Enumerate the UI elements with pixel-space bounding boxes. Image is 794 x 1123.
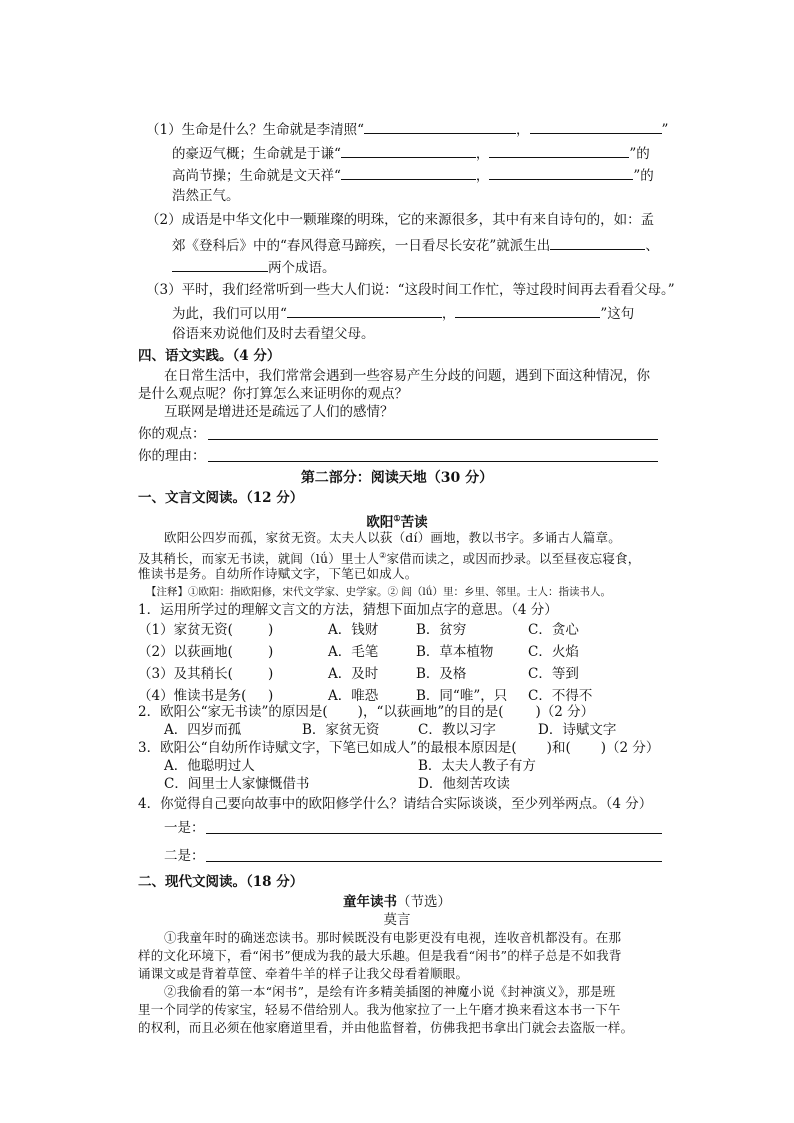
- q3-item2-line2-text: 郊《登科后》中的“春风得意马蹄疾，一日看尽长安花”就派生出: [172, 238, 551, 254]
- classical-heading: 一、文言文阅读。（12 分）: [138, 490, 304, 506]
- cq3-option-b[interactable]: B．太夫人教子有方: [418, 758, 536, 774]
- section4-title: 四、语文实践。（4 分）: [138, 348, 281, 364]
- cq4-answer-line-two[interactable]: [206, 861, 662, 862]
- answer-blank[interactable]: [489, 164, 633, 180]
- section4-intro-line1: 在日常生活中，我们常常会遇到一些容易产生分歧的问题，遇到下面这种情况，你: [164, 368, 650, 384]
- modern-author: 莫言: [383, 912, 411, 928]
- view-label: 你的观点：: [138, 426, 206, 442]
- modern-p2-line2: 里一个同学的传家宝，轻易不借给别人。我为他家拉了一上午磨才换来看这本书一下午: [138, 1002, 621, 1017]
- cq2-option-d[interactable]: D．诗赋文字: [538, 722, 617, 738]
- answer-blank[interactable]: [172, 256, 268, 272]
- cq3-stem-c: )（2 分）: [600, 740, 660, 756]
- answer-blank[interactable]: [364, 118, 516, 134]
- cq4-label-one: 一是：: [164, 820, 205, 836]
- answer-blank[interactable]: [287, 302, 442, 318]
- q3-item1-line3-text-a: 高尚节操；生命就是文天祥“: [172, 168, 341, 184]
- cq2-option-c[interactable]: C．教以习字: [418, 722, 496, 738]
- cq1-row-stem: （3）及其稍长(: [138, 666, 233, 682]
- cq2-stem-b: )，“以荻画地”的目的是(: [357, 704, 504, 720]
- q3-item3-line1: （3）平时，我们经常听到一些大人们说：“这段时间工作忙，等过段时间再去看看父母。”: [146, 282, 675, 298]
- q3-item3-line3: 俗语来劝说他们及时去看望父母。: [172, 326, 375, 342]
- q3-item1-line2: [172, 142, 650, 164]
- modern-p2-line3: 的权利，而且必须在他家磨道里看，并由他监督着，仿佛我把书拿出门就会去盗版一样。: [138, 1020, 634, 1035]
- classical-note: 【注释】①欧阳：指欧阳修，宋代文学家、史学家。② 闾（lǘ）里：乡里、邻里。士人：指读书人。: [146, 586, 611, 598]
- q3-item1-text-c: ”: [661, 122, 669, 138]
- classical-para-line2-a: 及其稍长，而家无书读，就闾（lǘ）里士人: [138, 551, 380, 567]
- cq1-row-option-c[interactable]: C．火焰: [528, 644, 579, 660]
- answer-blank[interactable]: [550, 234, 645, 250]
- q3-item3-line2-text-b: ，: [441, 306, 456, 322]
- cq1-row-option-a[interactable]: A．唯恐: [328, 688, 379, 704]
- q3-item1-text-a: （1）生命是什么？生命就是李清照“: [146, 122, 364, 138]
- modern-p1-line3: 诵课文或是背着草筐、牵着牛羊的样子让我父母看着顺眼。: [138, 966, 469, 981]
- reason-label: 你的理由：: [138, 448, 206, 464]
- q3-item2-line2: [172, 234, 659, 256]
- cq1-stem: 1．运用所学过的理解文言文的方法，猜想下面加点字的意思。（4 分）: [138, 602, 558, 618]
- classical-para-line2-sup: ②: [379, 551, 387, 560]
- modern-title-text: 童年读书: [343, 894, 397, 910]
- q3-item1-line2-text-a: 的豪迈气概；生命就是于谦“: [172, 146, 341, 162]
- cq1-row-option-a[interactable]: A．毛笔: [328, 644, 379, 660]
- part2-title: 第二部分：阅读天地（30 分）: [300, 470, 494, 486]
- cq1-row-paren-close: ): [268, 644, 274, 660]
- cq3-option-d[interactable]: D．他刻苦攻读: [418, 776, 510, 792]
- section4-intro-line2: 是什么观点呢？你打算怎么来证明你的观点？: [138, 386, 408, 402]
- q3-item3-line2: [172, 302, 634, 324]
- section4-topic: 互联网是增进还是疏远了人们的感情？: [164, 404, 394, 420]
- q3-item2-line3-text: 两个成语。: [268, 260, 336, 276]
- answer-blank[interactable]: [489, 142, 629, 158]
- classical-title-sup: ①: [393, 513, 401, 523]
- q3-item1-line2-text-c: ”的: [629, 146, 650, 162]
- cq3-stem-b: )和(: [546, 740, 571, 756]
- cq2-stem: [138, 702, 594, 722]
- cq1-row-stem: （4）惟读书是务(: [138, 688, 247, 704]
- modern-heading: 二、现代文阅读。（18 分）: [138, 874, 304, 890]
- view-answer-line[interactable]: [208, 439, 658, 440]
- cq1-row-stem: （2）以荻画地(: [138, 644, 233, 660]
- cq4-stem: 4．你觉得自己要向故事中的欧阳修学什么？请结合实际谈谈，至少列举两点。（4 分）: [138, 796, 653, 812]
- q3-item1-line2-text-b: ，: [475, 146, 490, 162]
- classical-para-line1: 欧阳公四岁而孤，家贫无资。太夫人以荻（dí）画地，教以书字。多诵古人篇章。: [164, 530, 621, 545]
- cq1-row-option-a[interactable]: A．钱财: [328, 622, 379, 638]
- classical-title-text-b: 苦读: [400, 514, 428, 531]
- cq2-stem-a: 2．欧阳公“家无书读”的原因是(: [138, 704, 328, 720]
- cq1-row-paren-close: ): [268, 688, 274, 704]
- q3-item2-line2-sep: 、: [645, 238, 659, 254]
- q3-item1-line1: [146, 118, 668, 140]
- answer-blank[interactable]: [530, 118, 662, 134]
- cq2-option-b[interactable]: B．家贫无资: [302, 722, 380, 738]
- modern-p2-line1: ②我偷看的第一本“闲书”，是绘有许多精美插图的神魔小说《封神演义》，那是班: [164, 984, 616, 999]
- cq2-stem-c: )（2 分）: [535, 704, 595, 720]
- cq4-answer-line-one[interactable]: [206, 833, 662, 834]
- q3-item3-line2-text-a: 为此，我们可以用“: [172, 306, 287, 322]
- cq2-option-a[interactable]: A．四岁而孤: [164, 722, 242, 738]
- cq1-row-option-b[interactable]: B．草本植物: [416, 644, 494, 660]
- reason-answer-line[interactable]: [208, 461, 658, 462]
- q3-item1-line3-text-c: ”的: [633, 168, 654, 184]
- modern-title: [0, 892, 794, 912]
- cq1-row-option-b[interactable]: B．及格: [416, 666, 467, 682]
- cq3-stem: [138, 738, 659, 758]
- q3-item1-line3: [172, 164, 654, 186]
- modern-p1-line1: ①我童年时的确迷恋读书。那时候既没有电影更没有电视，连收音机都没有。在那: [164, 930, 622, 945]
- cq1-row-paren-close: ): [268, 622, 274, 638]
- cq4-label-two: 二是：: [164, 848, 205, 864]
- q3-item1-line4: 浩然正气。: [172, 188, 240, 204]
- cq1-row-paren-close: ): [268, 666, 274, 682]
- cq1-row-option-c[interactable]: C．不得不: [528, 688, 593, 704]
- cq1-row-option-b[interactable]: B．贫穷: [416, 622, 467, 638]
- q3-item2-line1: （2）成语是中华文化中一颗璀璨的明珠，它的来源很多，其中有来自诗句的，如：孟: [146, 212, 655, 228]
- q3-item1-line3-text-b: ，: [475, 168, 490, 184]
- q3-item1-text-b: ，: [516, 122, 530, 138]
- cq1-row-option-c[interactable]: C．贪心: [528, 622, 579, 638]
- classical-para-line2-b: 家借而读之，或因而抄录。以至昼夜忘寝食，: [386, 551, 641, 567]
- modern-p1-line2: 样的文化环境下，看“闲书”便成为我的最大乐趣。但是我看“闲书”的样子总是不如我背: [138, 948, 622, 963]
- answer-blank[interactable]: [341, 142, 476, 158]
- cq3-option-c[interactable]: C．闾里士人家慷慨借书: [164, 776, 310, 792]
- cq1-row-stem: （1）家贫无资(: [138, 622, 233, 638]
- cq1-row-option-b[interactable]: B．同“唯”，只: [416, 688, 508, 704]
- classical-para-line3: 惟读书是务。自幼所作诗赋文字，下笔已如成人。: [138, 566, 418, 581]
- answer-blank[interactable]: [341, 164, 476, 180]
- q3-item2-line3: [172, 256, 336, 278]
- cq1-row-option-c[interactable]: C．等到: [528, 666, 579, 682]
- cq1-row-option-a[interactable]: A．及时: [328, 666, 379, 682]
- cq3-stem-a: 3．欧阳公“自幼所作诗赋文字，下笔已如成人”的最根本原因是(: [138, 740, 517, 756]
- answer-blank[interactable]: [455, 302, 600, 318]
- q3-item3-line2-text-c: ”这句: [600, 306, 635, 322]
- cq3-option-a[interactable]: A．他聪明过人: [164, 758, 255, 774]
- modern-title-note: （节选）: [397, 894, 451, 910]
- classical-title-text-a: 欧阳: [366, 514, 394, 531]
